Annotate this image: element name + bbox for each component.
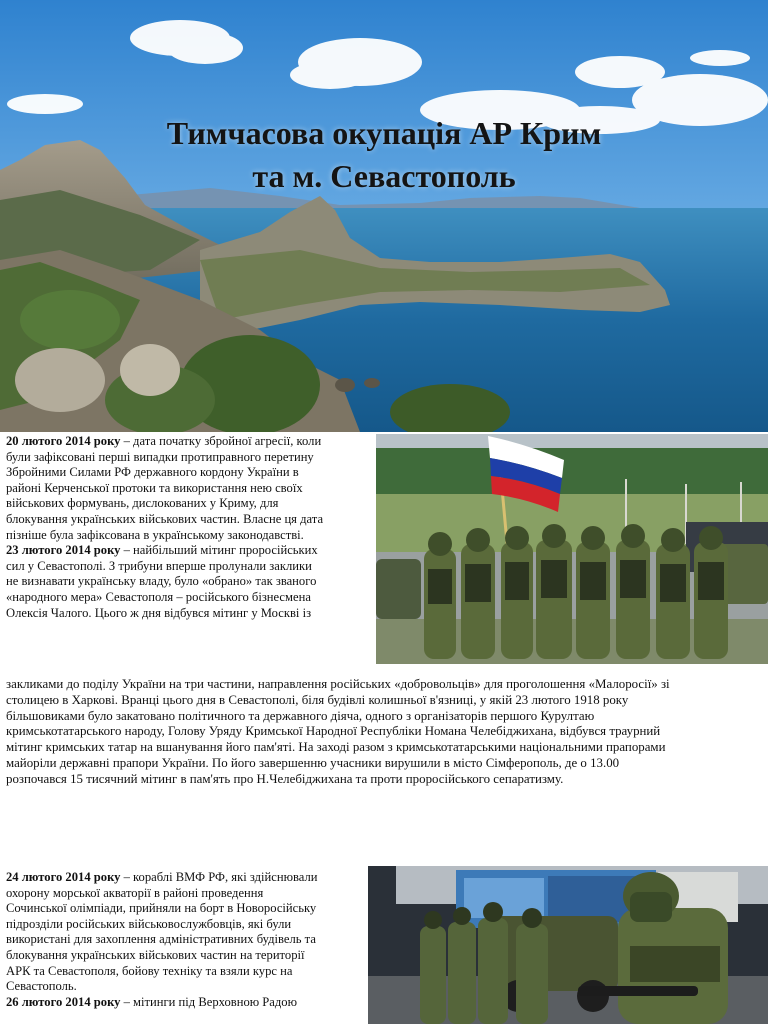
text-line: Сочинської олімпіади, прийняли на борт в Новоросійську (6, 901, 317, 916)
text-line: були зафіксовані перші випадки протиправного перетину (6, 449, 314, 464)
text-line: розпочався 15 тисячний мітинг в пам'ять про Н.Челебіджихана та проти проросійського сепаратизму. (6, 771, 564, 786)
text-line: районі Керченської протоки та використання нею своїх (6, 480, 303, 495)
date-feb-26: 26 лютого 2014 року (6, 994, 121, 1009)
paragraph-feb-20-23 (6, 434, 371, 621)
text-line: пізніше була зафіксована в українському законодавстві. (6, 527, 304, 542)
text-fragment: – кораблі ВМФ РФ, які здійснювали (123, 870, 318, 884)
text-line: АРК та Севастополя, бойову техніку та взяли курс на (6, 963, 293, 978)
text-line: не визнавати українську владу, було «обрано» так званого (6, 574, 317, 589)
text-line: закликами до поділу України на три частини, направлення російських «добровольців» для проголошення «Малоросії» зі (6, 677, 670, 691)
text-line (6, 543, 371, 559)
date-feb-23: 23 лютого 2014 року (6, 543, 121, 558)
soldiers-photo (368, 866, 768, 1024)
title-line-2: та м. Севастополь (252, 158, 516, 194)
text-line: більшовиками було закатовано політичного та державного діяча, одного з організаторів першого Курултаю (6, 708, 595, 723)
text-line (6, 870, 362, 886)
text-line: Севастополь. (6, 979, 77, 994)
text-line: блокування українських військових частин. Власне ця дата (6, 511, 324, 526)
text-line: охорону морської акваторії в районі проведення (6, 885, 264, 900)
text-line: мітинг кримських татар на вшанування його пам'яті. На заході разом з кримськотатарськими національними прапорами (6, 740, 666, 755)
soldiers-vehicle-photo (368, 866, 768, 1024)
text-line: військових формувань, дислокованих у Криму, для (6, 496, 279, 511)
text-line: «народного мера» Севастополя – російського бізнесмена (6, 589, 311, 604)
text-fragment: – мітинги під Верховною Радою (123, 994, 298, 1009)
text-fragment: – дата початку збройної агресії, коли (123, 434, 322, 448)
text-line: блокування українських військових частин на території (6, 947, 305, 962)
hero-photo (0, 0, 768, 432)
crimea-coast-photo (0, 0, 768, 432)
text-line: Збройними Силами РФ державного кордону України в (6, 465, 299, 480)
rally-photo (376, 434, 768, 664)
text-line: майоріли державні прапори України. По його завершенню учасники вирушили в місто Сімферополь, де о 13.00 (6, 755, 620, 770)
date-feb-20: 20 лютого 2014 року (6, 434, 121, 448)
text-line: сил у Севастополі. З трибуни вперше пролунали заклики (6, 558, 312, 573)
text-fragment: – найбільший мітинг проросійських (123, 543, 318, 558)
text-line: використані для захоплення адміністративних будівель та (6, 932, 316, 947)
paragraph-feb-24-26 (6, 870, 362, 1010)
text-line: столицею в Харкові. Вранці цього дня в Севастополі, біля будівлі колишньої в'язниці, у якій 23 лютого 1918 року (6, 692, 629, 707)
text-line: підрозділи російських військовослужбовців, які були (6, 916, 292, 931)
date-feb-24: 24 лютого 2014 року (6, 870, 121, 884)
text-line (6, 434, 371, 450)
soldiers-flag-photo (376, 434, 768, 664)
text-line (6, 995, 362, 1011)
text-line: Олексія Чалого. Цього ж дня відбувся мітинг у Москві із (6, 605, 312, 620)
paragraph-feb-23-continued (6, 677, 750, 788)
title-line-1: Тимчасова окупація АР Крим (166, 115, 602, 151)
text-line: кримськотатарського народу, Голову Уряду Кримської Народної Республіки Номана Челебіджихана, відбувся траурний (6, 724, 661, 739)
page-title (0, 112, 768, 198)
